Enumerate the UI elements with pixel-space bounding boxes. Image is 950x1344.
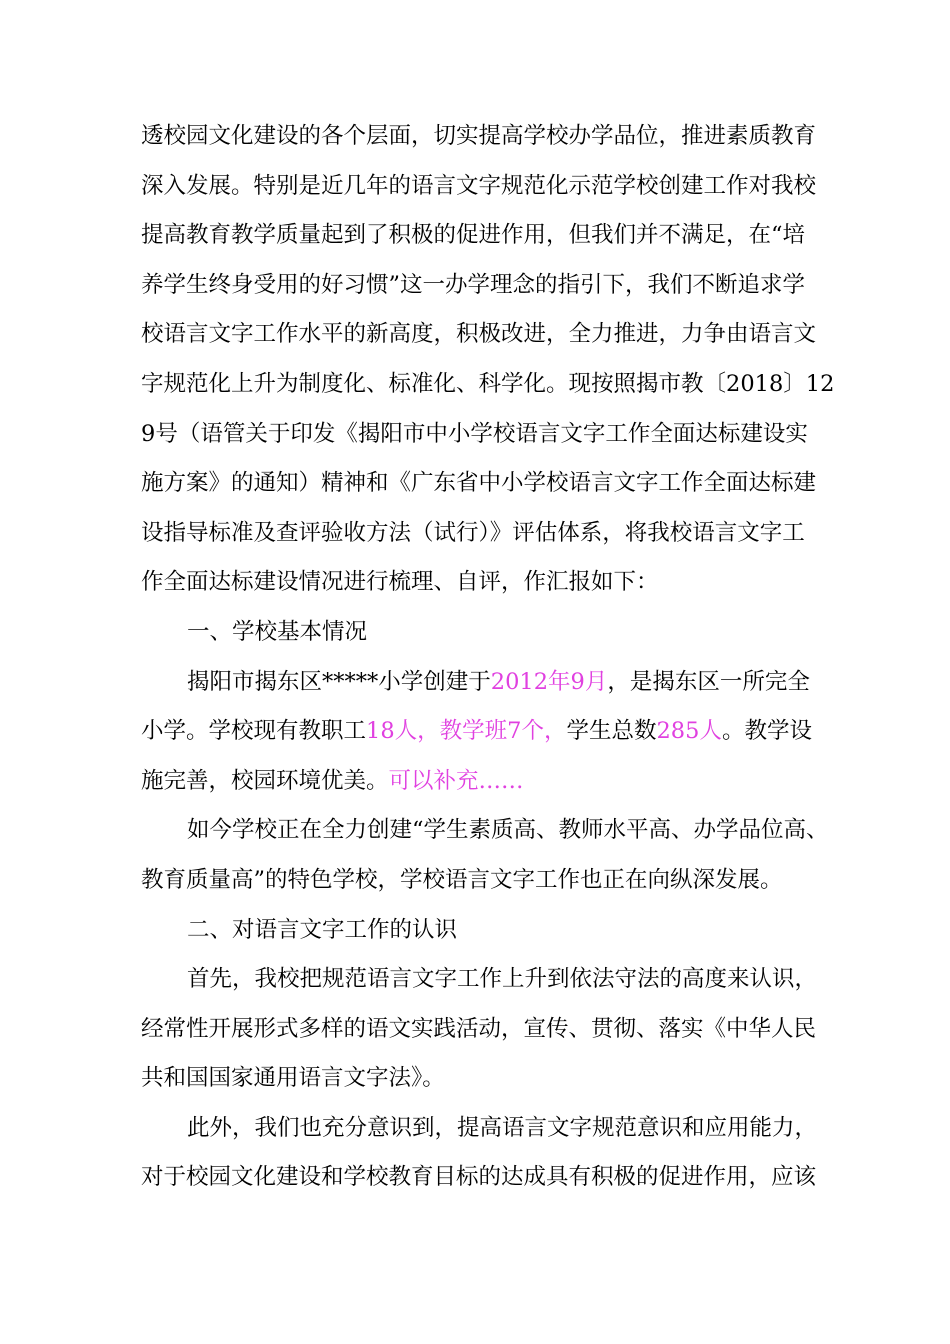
body-line: 经常性开展形式多样的语文实践活动，宣传、贯彻、落实《中华人民 (141, 1015, 817, 1042)
body-line: 提高教育教学质量起到了积极的促进作用，但我们并不满足，在“培 (141, 222, 806, 249)
body-line: 施方案》的通知）精神和《广东省中小学校语言文字工作全面达标建 (141, 470, 817, 497)
school-info-text: 小学。学校现有教职工 (141, 718, 367, 745)
body-line: 此外，我们也充分意识到，提高语言文字规范意识和应用能力， (187, 1114, 818, 1141)
student-count: 285人 (656, 718, 722, 745)
school-info-text: 揭阳市揭东区*****小学创建于 (187, 668, 491, 695)
body-line: 对于校园文化建设和学校教育目标的达成具有积极的促进作用，应该 (141, 1164, 817, 1191)
body-line: 首先，我校把规范语言文字工作上升到依法守法的高度来认识， (187, 966, 818, 993)
body-line: 深入发展。特别是近几年的语言文字规范化示范学校创建工作对我校 (141, 172, 817, 199)
body-line: 养学生终身受用的好习惯”这一办学理念的指引下，我们不断追求学 (141, 271, 806, 298)
body-line: 如今学校正在全力创建“学生素质高、教师水平高、办学品位高、 (187, 817, 829, 844)
body-line: 字规范化上升为制度化、标准化、科学化。现按照揭市教〔2018〕12 (141, 370, 835, 397)
staff-and-classes-count: 18人，教学班7个， (366, 718, 567, 745)
school-info-text: 施完善，校园环境优美。 (141, 767, 389, 794)
body-line: 校语言文字工作水平的新高度，积极改进，全力推进，力争由语言文 (141, 321, 817, 348)
section-heading-basic-info: 一、学校基本情况 (187, 618, 368, 645)
school-info-text: 学生总数 (566, 718, 657, 745)
section-heading-understanding: 二、对语言文字工作的认识 (187, 916, 458, 943)
supplement-note: 可以补充…… (388, 767, 524, 794)
body-line: 共和国国家通用语言文字法》。 (141, 1065, 445, 1092)
school-info-line (141, 658, 831, 708)
school-info-text: ，是揭东区一所完全 (607, 668, 810, 695)
body-line: 设指导标准及查评验收方法（试行）》评估体系，将我校语言文字工 (141, 519, 805, 546)
school-info-text: 。教学设 (721, 718, 812, 745)
body-line: 9号（语管关于印发《揭阳市中小学校语言文字工作全面达标建设实 (141, 420, 808, 447)
body-line: 作全面达标建设情况进行梳理、自评，作汇报如下： (141, 569, 659, 596)
school-info-line (141, 707, 831, 757)
school-info-line (141, 757, 831, 807)
body-line: 透校园文化建设的各个层面，切实提高学校办学品位，推进素质教育 (141, 123, 817, 149)
body-line: 教育质量高”的特色学校，学校语言文字工作也正在向纵深发展。 (141, 866, 783, 893)
document-body (141, 112, 835, 1203)
founding-date: 2012年9月 (490, 668, 608, 695)
